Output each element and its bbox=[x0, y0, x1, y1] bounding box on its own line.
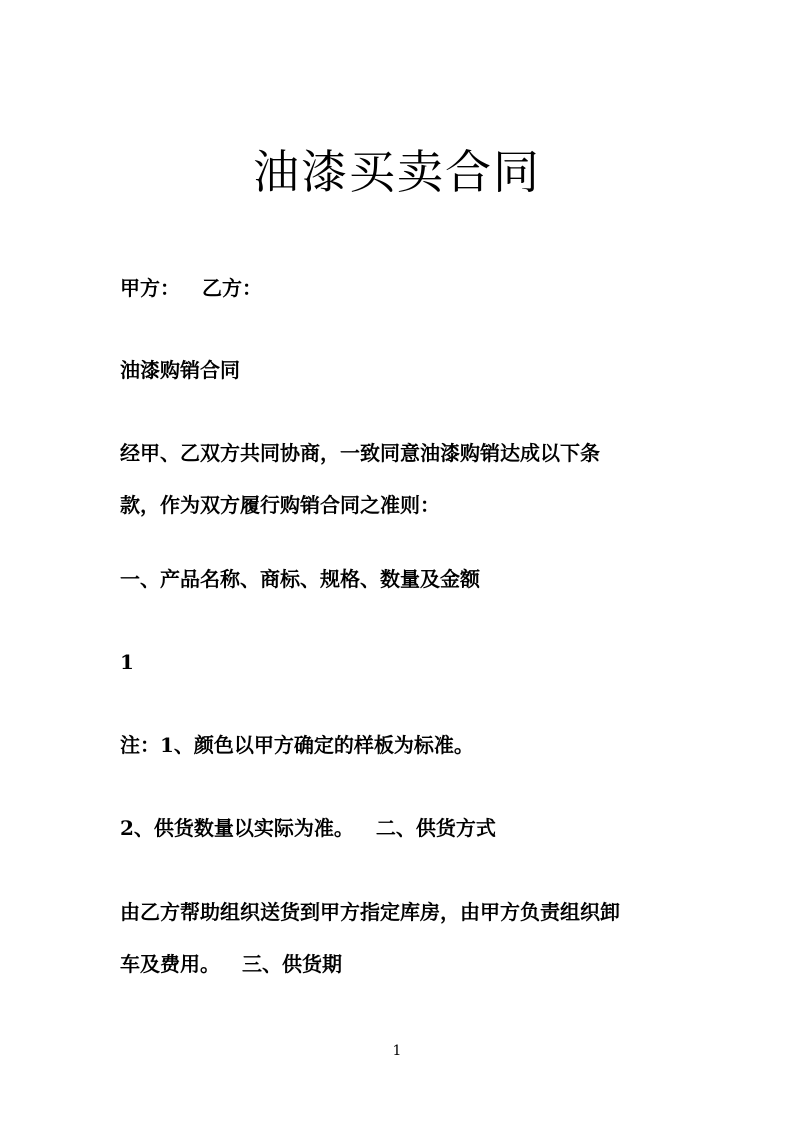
note-1: 注：1、颜色以甲方确定的样板为标准。 bbox=[120, 733, 474, 757]
delivery-paragraph bbox=[120, 886, 680, 990]
intro-line-1: 经甲、乙双方共同协商，一致同意油漆购销达成以下条 bbox=[120, 441, 600, 465]
note-2-line bbox=[120, 802, 680, 854]
section-1-heading: 一、产品名称、商标、规格、数量及金额 bbox=[120, 567, 480, 591]
delivery-line-1: 由乙方帮助组织送货到甲方指定库房，由甲方负责组织卸 bbox=[120, 900, 620, 924]
document-title: 油漆买卖合同 bbox=[253, 145, 541, 199]
contract-subtitle: 油漆购销合同 bbox=[120, 358, 240, 382]
note-2: 2、供货数量以实际为准。 bbox=[120, 816, 354, 840]
party-a-label: 甲方： bbox=[120, 276, 180, 300]
delivery-line-2 bbox=[120, 938, 680, 990]
intro-line-2: 款，作为双方履行购销合同之准则： bbox=[120, 493, 440, 517]
page-number: 1 bbox=[392, 1043, 402, 1059]
section-2-heading: 二、供货方式 bbox=[375, 816, 496, 840]
delivery-line-2-text: 车及费用。 bbox=[120, 952, 220, 976]
party-b-label: 乙方： bbox=[202, 276, 262, 300]
section-3-heading: 三、供货期 bbox=[242, 952, 342, 976]
table-placeholder: 1 bbox=[120, 650, 134, 674]
parties-line bbox=[120, 262, 680, 314]
intro-paragraph bbox=[120, 427, 680, 531]
